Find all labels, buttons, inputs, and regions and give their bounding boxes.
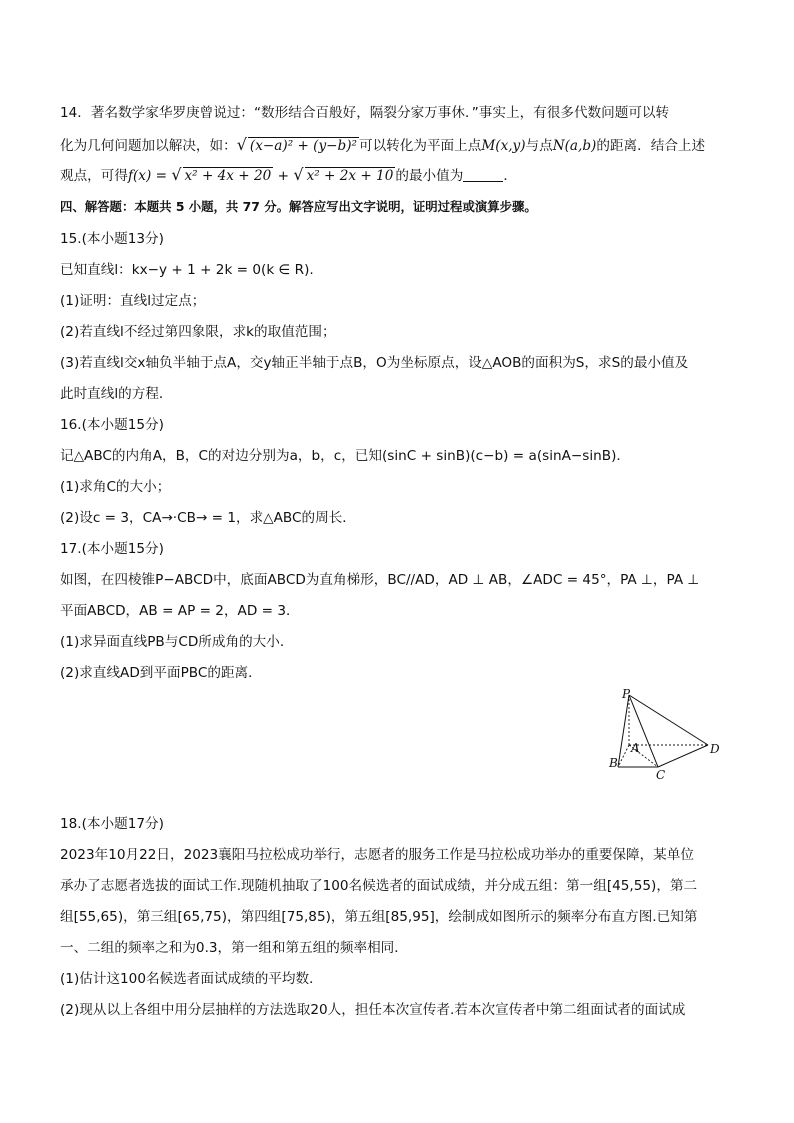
- q14-plus: +: [273, 168, 294, 184]
- q14-root-expression: (x−a)² + (y−b)²: [249, 138, 357, 154]
- q14-l2-post: 的距离．结合上述: [596, 138, 706, 154]
- q18-part-2: (2)现从以上各组中用分层抽样的方法选取20人，担任本次宣传者.若本次宣传者中第二组面试者的面试成: [60, 1002, 686, 1018]
- q18-header: 18.(本小题17分): [60, 816, 164, 832]
- q14-point-m: M(x,y): [481, 138, 526, 154]
- q14-l2-mid2: 与点: [525, 138, 553, 154]
- q14-line-2: [60, 135, 740, 156]
- edge-pd: [629, 695, 708, 745]
- q18-stem-4: 一、二组的频率之和为0.3，第一组和第五组的频率相同．: [60, 940, 408, 956]
- q15-part-3b: 此时直线l的方程．: [60, 386, 173, 402]
- q15-part-2: (2)若直线l不经过第四象限，求k的取值范围；: [60, 324, 336, 340]
- answer-blank: [463, 167, 503, 182]
- q17-part-2: (2)求直线AD到平面PBC的距离．: [60, 665, 262, 681]
- label-d: D: [710, 742, 720, 756]
- q14-l2-mid: 可以转化为平面上点: [359, 138, 482, 154]
- radical-icon: √: [293, 165, 304, 184]
- radical-icon: √: [236, 135, 247, 154]
- radical-icon: √: [171, 165, 182, 184]
- q14-function: f(x) =: [127, 168, 172, 184]
- q16-part-2: (2)设c = 3，CA→·CB→ = 1，求△ABC的周长．: [60, 510, 356, 526]
- q16-part-1: (1)求角C的大小；: [60, 479, 171, 495]
- q15-header: 15.(本小题13分): [60, 231, 164, 247]
- label-a: A: [631, 741, 640, 755]
- edge-cd: [658, 745, 708, 767]
- q14-root-1: x² + 4x + 20: [184, 168, 272, 184]
- edge-pc: [629, 695, 658, 767]
- q15-part-3a: (3)若直线l交x轴负半轴于点A，交y轴正半轴于点B，O为坐标原点，设△AOB的面积为S，求S的最小值及: [60, 355, 689, 371]
- q14-point-n: N(a,b): [552, 138, 597, 154]
- q15-part-1: (1)证明：直线l过定点；: [60, 293, 206, 309]
- q15-stem: 已知直线l：kx−y + 1 + 2k = 0(k ∈ R).: [60, 262, 314, 278]
- q14-l3-pre: 观点，可得: [60, 168, 128, 184]
- q14-line-1: 14．著名数学家华罗庚曾说过：“数形结合百般好，隔裂分家万事休．”事实上，有很多代数问题可以转: [60, 105, 670, 121]
- q17-header: 17.(本小题15分): [60, 541, 164, 557]
- label-b: B: [609, 756, 618, 770]
- q14-root-2: x² + 2x + 10: [306, 168, 394, 184]
- q17-part-1: (1)求异面直线PB与CD所成角的大小．: [60, 634, 294, 650]
- q14-l2-pre: 化为几何问题加以解决，如：: [60, 138, 237, 154]
- q14-l3-post: 的最小值为: [395, 168, 464, 184]
- q18-stem-3: 组[55,65)，第三组[65,75)，第四组[75,85)，第五组[85,95]，绘制成如图所示的频率分布直方图.已知第: [60, 909, 698, 925]
- q14-l3-end: ．: [503, 168, 517, 184]
- q16-header: 16.(本小题15分): [60, 417, 164, 433]
- pyramid-figure: [610, 685, 750, 785]
- q18-part-1: (1)估计这100名候选者面试成绩的平均数．: [60, 971, 323, 987]
- label-p: P: [622, 687, 631, 701]
- q18-stem-1: 2023年10月22日，2023襄阳马拉松成功举行，志愿者的服务工作是马拉松成功举办的重要保障，某单位: [60, 847, 694, 863]
- section-heading: 四、解答题：本题共 5 小题，共 77 分。解答应写出文字说明，证明过程或演算步骤。: [60, 199, 537, 214]
- q17-stem-2: 平面ABCD，AB = AP = 2，AD = 3．: [60, 603, 300, 619]
- label-c: C: [656, 768, 666, 782]
- q17-stem-1: 如图，在四棱锥P−ABCD中，底面ABCD为直角梯形，BC//AD，AD ⊥ AB，∠ADC = 45°，PA ⊥，PA ⊥: [60, 572, 700, 588]
- q16-stem: 记△ABC的内角A，B，C的对边分别为a，b，c，已知(sinC + sinB)(c−b) = a(sinA−sinB)．: [60, 448, 631, 464]
- q18-stem-2: 承办了志愿者选拔的面试工作.现随机抽取了100名候选者的面试成绩，并分成五组：第一组[45,55)，第二: [60, 878, 698, 894]
- q14-line-3: [60, 165, 740, 186]
